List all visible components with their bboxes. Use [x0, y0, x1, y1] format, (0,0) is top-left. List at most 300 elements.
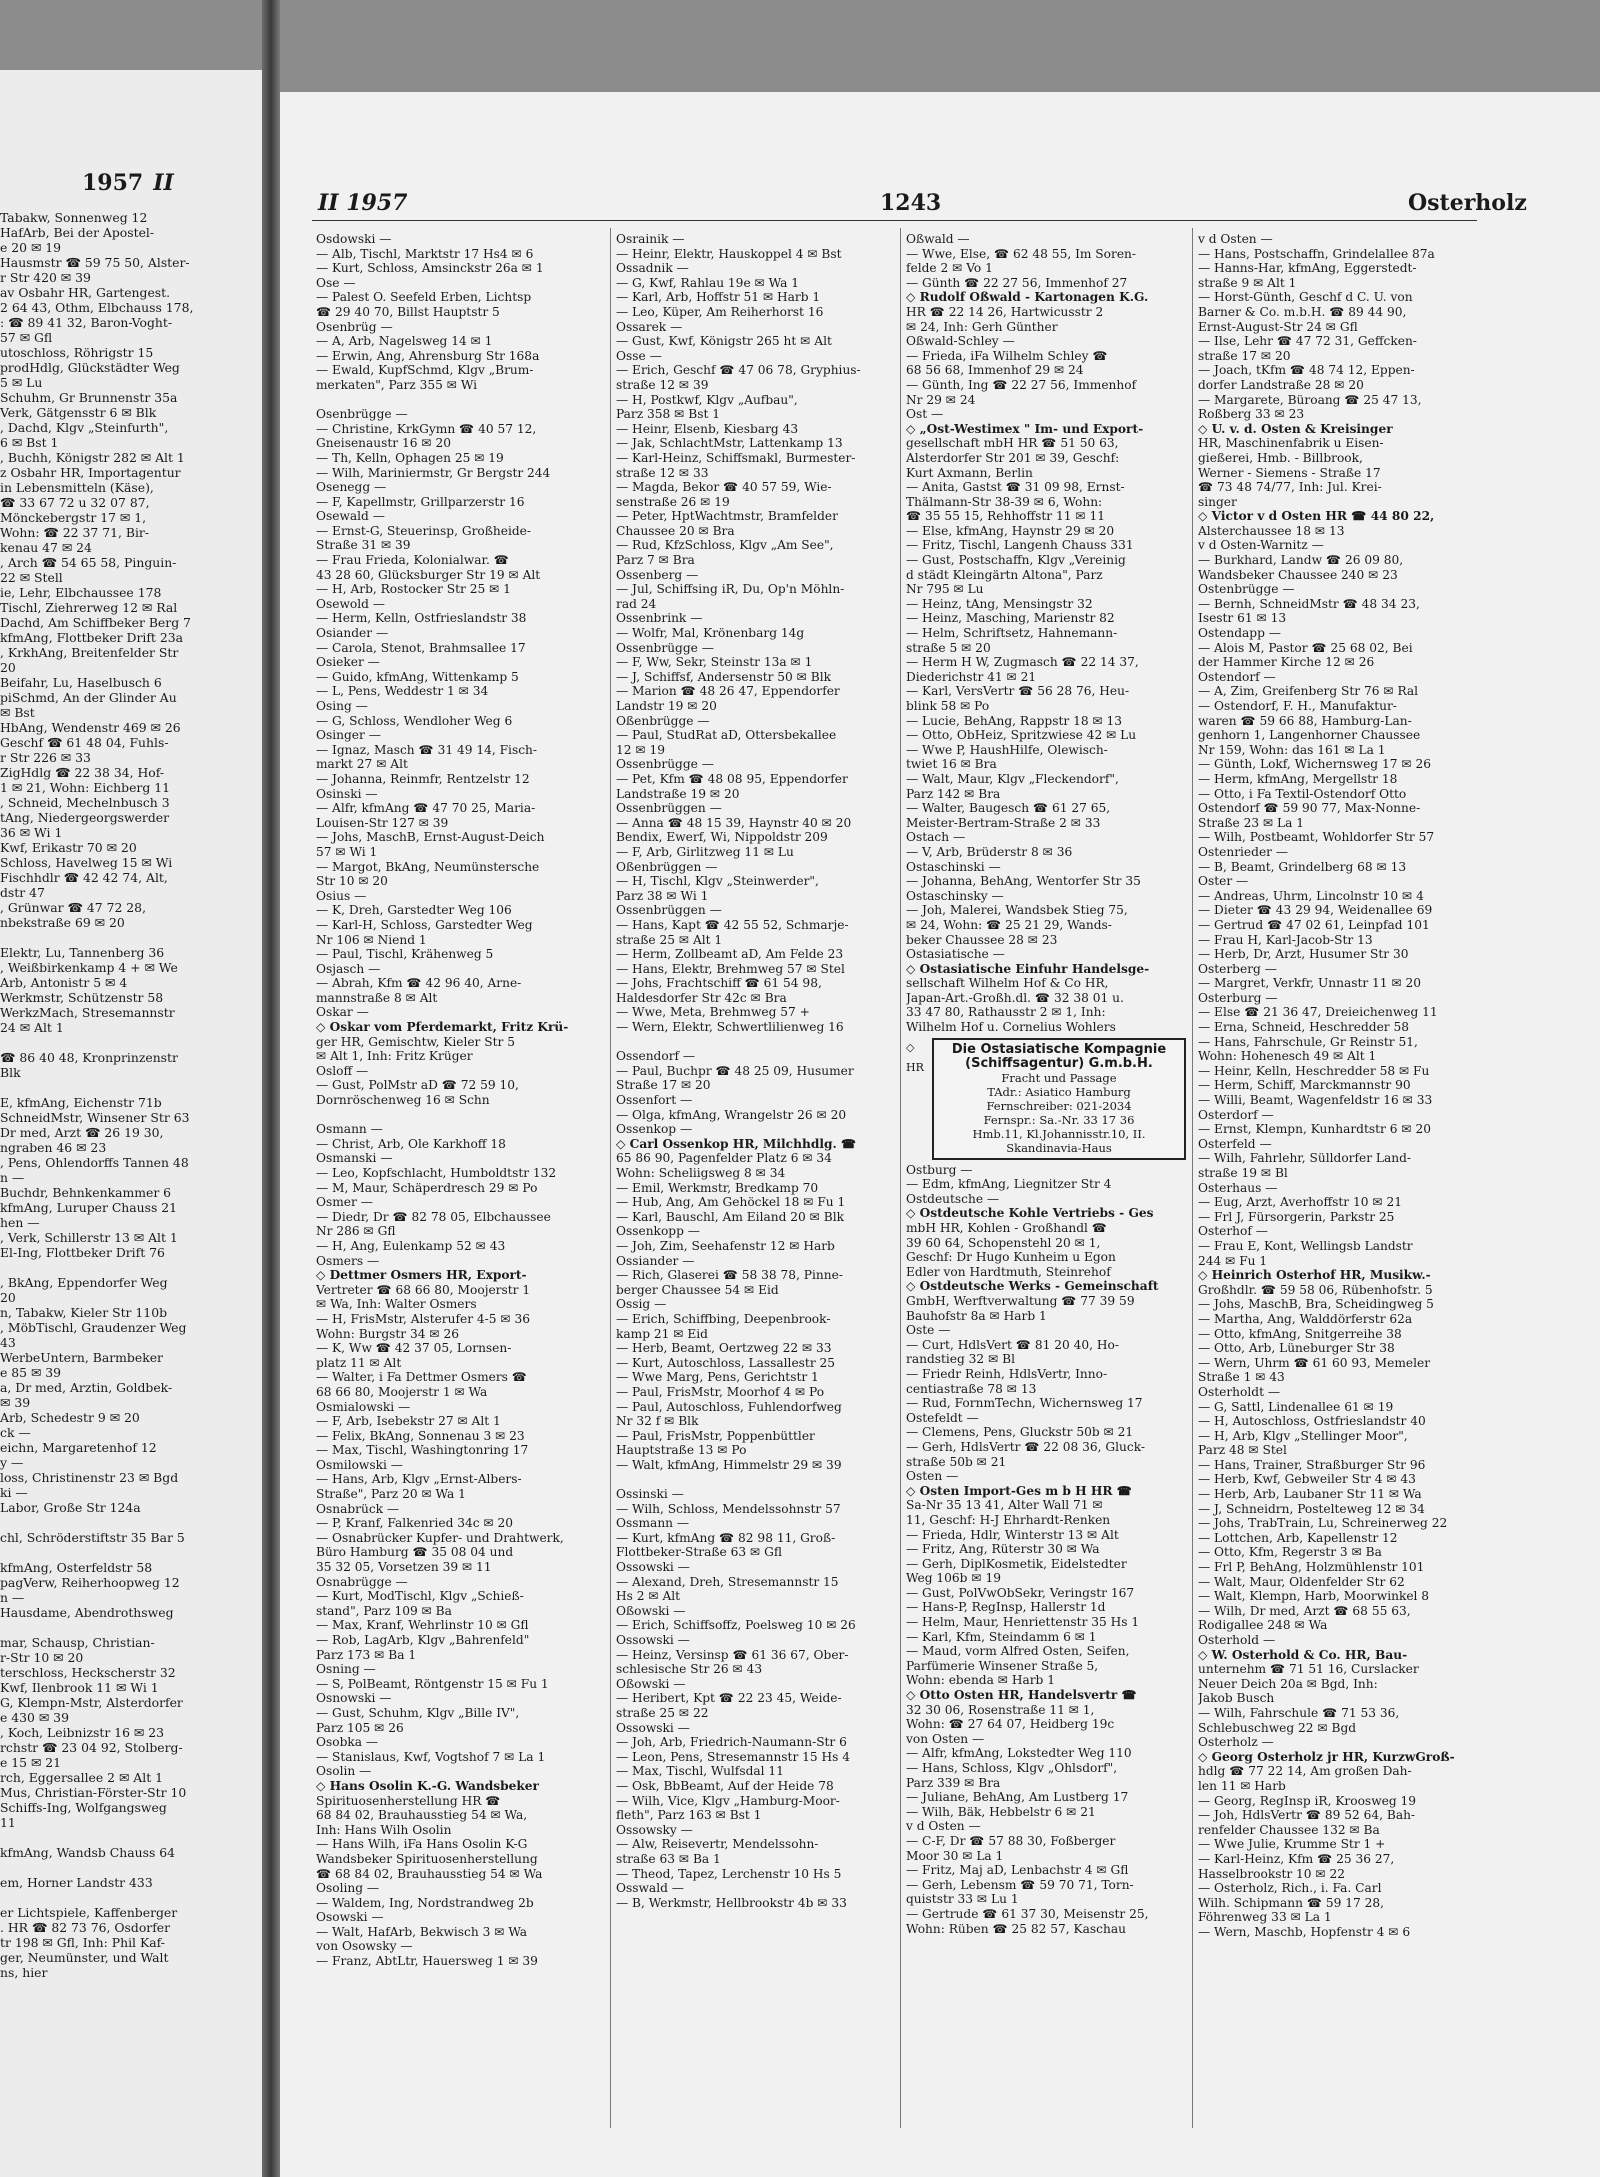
- directory-line: Wohn: ☎ 22 37 71, Bir-: [0, 525, 150, 540]
- directory-line: ✉ 24, Inh: Gerh Günther: [906, 319, 1058, 334]
- directory-line: prodHdlg, Glückstädter Weg: [0, 360, 180, 375]
- directory-line: — F, Arb, Girlitzweg 11 ✉ Lu: [616, 844, 794, 859]
- directory-line: — K, Dreh, Garstedter Weg 106: [316, 903, 512, 918]
- directory-line: 244 ✉ Fu 1: [1198, 1253, 1268, 1268]
- directory-line: a, Dr med, Arztin, Goldbek-: [0, 1380, 173, 1395]
- directory-column-3: [906, 232, 1194, 1936]
- directory-line: — Hans, Fahrschule, Gr Reinstr 51,: [1198, 1034, 1418, 1049]
- directory-line: — H, Postkwf, Klgv „Aufbau",: [616, 392, 798, 407]
- directory-line: Ostburg —: [906, 1162, 973, 1177]
- directory-line: Parz 142 ✉ Bra: [906, 786, 1001, 801]
- directory-line: HR ☎ 22 14 26, Hartwicusstr 2: [906, 304, 1104, 319]
- directory-line: — Wilh, Bäk, Hebbelstr 6 ✉ 21: [906, 1804, 1096, 1819]
- directory-line: Ostach —: [906, 830, 966, 845]
- directory-line: Föhrenweg 33 ✉ La 1: [1198, 1910, 1332, 1925]
- directory-line: Osing —: [316, 699, 368, 713]
- directory-line: — Herb, Beamt, Oertzweg 22 ✉ 33: [616, 1341, 832, 1356]
- directory-line: [0, 1035, 262, 1050]
- directory-line: Sa-Nr 35 13 41, Alter Wall 71 ✉: [906, 1498, 1103, 1513]
- directory-line: — Wilh, Fahrschule ☎ 71 53 36,: [1198, 1705, 1400, 1720]
- directory-line: d städt Kleingärtn Altona", Parz: [906, 567, 1103, 582]
- directory-line: — Herm, Kelln, Ostfrieslandstr 38: [316, 611, 527, 626]
- directory-line: Beifahr, Lu, Haselbusch 6: [0, 675, 162, 690]
- directory-line: e 15 ✉ 21: [0, 1755, 62, 1770]
- directory-line: — Paul, FrisMstr, Poppenbüttler: [616, 1428, 815, 1443]
- directory-line: 6 ✉ Bst 1: [0, 435, 59, 450]
- directory-line: — Otto, kfmAng, Snitgerreihe 38: [1198, 1326, 1402, 1341]
- directory-line: — Marion ☎ 48 26 47, Eppendorfer: [616, 684, 840, 699]
- directory-line: — Herm, Schiff, Marckmannstr 90: [1198, 1078, 1411, 1093]
- directory-line: Ossowski —: [616, 1633, 690, 1647]
- directory-line: Straße 1 ✉ 43: [1198, 1370, 1285, 1385]
- directory-line: Str 10 ✉ 20: [316, 874, 388, 889]
- directory-line: straße 63 ✉ Ba 1: [616, 1851, 721, 1866]
- directory-line: e 430 ✉ 39: [0, 1710, 69, 1725]
- directory-line: berger Chaussee 54 ✉ Eid: [616, 1282, 779, 1297]
- directory-line: — G, Kwf, Rahlau 19e ✉ Wa 1: [616, 275, 799, 290]
- directory-line: Wohn: Rüben ☎ 25 82 57, Kaschau: [906, 1921, 1126, 1936]
- directory-line: chl, Schröderstiftstr 35 Bar 5: [0, 1530, 185, 1545]
- directory-line: ◇ Otto Osten HR, Handelsvertr ☎: [906, 1688, 1137, 1703]
- directory-line: Osmann —: [316, 1122, 383, 1137]
- directory-line: WerbeUntern, Barmbeker: [0, 1350, 163, 1365]
- advert-line: Skandinavia-Haus: [1006, 1140, 1112, 1155]
- directory-line: Osterholdt —: [1198, 1384, 1281, 1399]
- directory-line: — Wwe Marg, Pens, Gerichtstr 1: [616, 1370, 819, 1385]
- directory-line: 20: [0, 660, 16, 675]
- directory-line: — Otto, i Fa Textil-Ostendorf Otto: [1198, 786, 1407, 801]
- directory-line: waren ☎ 59 66 88, Hamburg-Lan-: [1198, 713, 1412, 728]
- directory-line: — Fritz, Tischl, Langenh Chauss 331: [906, 538, 1134, 553]
- directory-line: , MöbTischl, Graudenzer Weg: [0, 1320, 187, 1335]
- directory-line: — Fritz, Ang, Rüterstr 30 ✉ Wa: [906, 1542, 1100, 1557]
- directory-line: Dornröschenweg 16 ✉ Schn: [316, 1093, 490, 1108]
- directory-line: — Georg, RegInsp iR, Kroosweg 19: [1198, 1793, 1417, 1808]
- directory-line: er Lichtspiele, Kaffenberger: [0, 1905, 178, 1920]
- directory-line: Ossenbrügge —: [616, 640, 714, 655]
- directory-line: Osterhold —: [1198, 1633, 1276, 1647]
- directory-line: [0, 1515, 262, 1530]
- directory-line: — Gust, PolVwObSekr, Veringstr 167: [906, 1585, 1135, 1600]
- directory-line: Ost —: [906, 407, 944, 422]
- directory-line: Ostendorf —: [1198, 669, 1276, 684]
- directory-line: ◇ W. Osterhold & Co. HR, Bau-: [1198, 1647, 1408, 1662]
- directory-line: dorfer Landstraße 28 ✉ 20: [1198, 377, 1364, 392]
- directory-line: — Diedr, Dr ☎ 82 78 05, Elbchaussee: [316, 1209, 551, 1224]
- directory-line: Straße 17 ✉ 20: [616, 1078, 711, 1093]
- directory-line: — Paul, Autoschloss, Fuhlendorfweg: [616, 1399, 842, 1414]
- directory-line: terschloss, Heckscherstr 32: [0, 1665, 176, 1680]
- directory-line: Osewold —: [316, 596, 385, 611]
- directory-line: — Edm, kfmAng, Liegnitzer Str 4: [906, 1177, 1112, 1192]
- directory-line: Oster —: [1198, 874, 1249, 889]
- directory-line: Schuhm, Gr Brunnenstr 35a: [0, 390, 178, 405]
- directory-line: — Karl, VersVertr ☎ 56 28 76, Heu-: [906, 684, 1130, 699]
- directory-line: 35 32 05, Vorsetzen 39 ✉ 11: [316, 1560, 492, 1575]
- directory-line: Osjasch —: [316, 961, 381, 976]
- directory-line: Hauptstraße 13 ✉ Po: [616, 1443, 747, 1458]
- directory-line: — Christ, Arb, Ole Karkhoff 18: [316, 1136, 506, 1151]
- directory-line: Blk: [0, 1065, 21, 1080]
- directory-line: ki —: [0, 1485, 28, 1500]
- directory-line: — Max, Tischl, Washingtonring 17: [316, 1443, 529, 1458]
- directory-line: ☎ 86 40 48, Kronprinzenstr: [0, 1050, 178, 1065]
- directory-line: — Otto, ObHeiz, Spritzwiese 42 ✉ Lu: [906, 728, 1137, 743]
- directory-line: Osinski —: [316, 786, 378, 801]
- directory-line: ◇ Ostasiatische Einfuhr Handelsge-: [906, 961, 1150, 976]
- directory-line: Oßwald-Schley —: [906, 334, 1015, 349]
- directory-line: — Ostendorf, F. H., Manufaktur-: [1198, 699, 1397, 713]
- directory-line: — Wilh, Fahrlehr, Sülldorfer Land-: [1198, 1151, 1412, 1166]
- directory-line: — Leon, Pens, Stresemannstr 15 Hs 4: [616, 1749, 851, 1764]
- directory-line: Ossenbrüggen —: [616, 801, 722, 816]
- directory-line: — Frau Frieda, Kolonialwar. ☎: [316, 553, 509, 568]
- directory-line: — Gust, PolMstr aD ☎ 72 59 10,: [316, 1078, 519, 1093]
- directory-line: gießerei, Hmb. - Billbrook,: [1198, 450, 1363, 465]
- directory-line: — Paul, Tischl, Krähenweg 5: [316, 947, 494, 962]
- advert-block: [906, 1035, 1194, 1163]
- directory-line: eichn, Margaretenhof 12: [0, 1440, 157, 1455]
- directory-line: Ossarek —: [616, 319, 683, 334]
- directory-line: n, Tabakw, Kieler Str 110b: [0, 1305, 168, 1320]
- directory-line: kenau 47 ✉ 24: [0, 540, 92, 555]
- directory-line: — Pet, Kfm ☎ 48 08 95, Eppendorfer: [616, 771, 848, 786]
- directory-line: — K, Ww ☎ 42 37 05, Lornsen-: [316, 1341, 512, 1356]
- directory-line: von Osowsky —: [316, 1939, 413, 1954]
- directory-line: Werner - Siemens - Straße 17: [1198, 465, 1381, 480]
- directory-line: Osewald —: [316, 509, 385, 524]
- directory-line: Ostaschinski —: [906, 859, 1001, 874]
- directory-line: — H, Arb, Klgv „Stellinger Moor",: [1198, 1428, 1408, 1443]
- directory-line: , Koch, Leibnizstr 16 ✉ 23: [0, 1725, 164, 1740]
- directory-line: — Horst-Günth, Geschf d C. U. von: [1198, 290, 1413, 305]
- directory-line: Ossenfort —: [616, 1093, 693, 1108]
- directory-line: — Otto, Arb, Lüneburger Str 38: [1198, 1341, 1395, 1356]
- directory-line: ☎ 68 84 02, Brauhausstieg 54 ✉ Wa: [316, 1866, 543, 1881]
- directory-line: — Hans-P, RegInsp, Hallerstr 1d: [906, 1600, 1106, 1615]
- directory-line: — Christine, KrkGymn ☎ 40 57 12,: [316, 421, 537, 436]
- directory-line: — Ilse, Lehr ☎ 47 72 31, Geffcken-: [1198, 334, 1417, 349]
- header-keyword: Osterholz: [1408, 190, 1527, 216]
- directory-line: — Alw, Reisevertr, Mendelssohn-: [616, 1837, 819, 1852]
- directory-line: — Wwe Julie, Krumme Str 1 +: [1198, 1837, 1386, 1852]
- directory-line: Parz 48 ✉ Stel: [1198, 1443, 1287, 1458]
- directory-line: Arb, Antonistr 5 ✉ 4: [0, 975, 128, 990]
- directory-line: — S, PolBeamt, Röntgenstr 15 ✉ Fu 1: [316, 1676, 549, 1691]
- left-page: [0, 70, 262, 2177]
- directory-line: — Fritz, Maj aD, Lenbachstr 4 ✉ Gfl: [906, 1863, 1129, 1878]
- directory-line: — Alexand, Dreh, Stresemannstr 15: [616, 1574, 839, 1589]
- directory-line: — G, Sattl, Lindenallee 61 ✉ 19: [1198, 1399, 1394, 1414]
- directory-line: Ossig —: [616, 1297, 667, 1312]
- directory-line: — Gust, Kwf, Königstr 265 ht ✉ Alt: [616, 334, 832, 349]
- directory-line: — Günth, Ing ☎ 22 27 56, Immenhof: [906, 377, 1137, 392]
- directory-line: — Max, Kranf, Wehrlinstr 10 ✉ Gfl: [316, 1618, 529, 1633]
- directory-line: Meister-Bertram-Straße 2 ✉ 33: [906, 815, 1101, 830]
- directory-line: unternehm ☎ 71 51 16, Curslacker: [1198, 1662, 1419, 1677]
- directory-line: — H, Arb, Rostocker Str 25 ✉ 1: [316, 582, 511, 597]
- directory-line: Oßowski —: [616, 1603, 686, 1618]
- directory-line: — Jul, Schiffsing iR, Du, Op'n Möhln-: [616, 582, 845, 597]
- directory-line: Ernst-August-Str 24 ✉ Gfl: [1198, 319, 1358, 334]
- directory-line: — Stanislaus, Kwf, Vogtshof 7 ✉ La 1: [316, 1749, 546, 1764]
- directory-line: — Wwe, Meta, Brehmweg 57 +: [616, 1005, 810, 1020]
- directory-line: — Hans, Trainer, Straßburger Str 96: [1198, 1457, 1426, 1472]
- directory-line: — Olga, kfmAng, Wrangelstr 26 ✉ 20: [616, 1107, 847, 1122]
- directory-line: [0, 930, 262, 945]
- directory-line: rchstr ☎ 23 04 92, Stolberg-: [0, 1740, 183, 1755]
- directory-line: — Johs, TrabTrain, Lu, Schreinerweg 22: [1198, 1516, 1448, 1531]
- directory-line: ✉ 24, Wohn: ☎ 25 21 29, Wands-: [906, 917, 1112, 932]
- directory-line: ◇ Osten Import-Ges m b H HR ☎: [906, 1483, 1132, 1498]
- directory-line: — Gust, Postschaffn, Klgv „Vereinig: [906, 553, 1126, 568]
- directory-line: — Heinr, Kelln, Heschredder 58 ✉ Fu: [1198, 1063, 1430, 1078]
- directory-line: Wohn: Burgstr 34 ✉ 26: [316, 1326, 459, 1341]
- directory-line: — Herm, Zollbeamt aD, Am Felde 23: [616, 947, 844, 962]
- directory-line: stand", Parz 109 ✉ Ba: [316, 1603, 452, 1618]
- directory-line: Hs 2 ✉ Alt: [616, 1589, 681, 1604]
- directory-line: Osterfeld —: [1198, 1136, 1272, 1151]
- directory-line: loss, Christinenstr 23 ✉ Bgd: [0, 1470, 179, 1485]
- directory-line: — Joh, HdlsVertr ☎ 89 52 64, Bah-: [1198, 1808, 1416, 1823]
- directory-line: — Gertrud ☎ 47 02 61, Leinpfad 101: [1198, 917, 1430, 932]
- directory-line: — Paul, Buchpr ☎ 48 25 09, Husumer: [616, 1063, 854, 1078]
- directory-line: — Burkhard, Landw ☎ 26 09 80,: [1198, 553, 1404, 568]
- directory-line: Dachd, Am Schiffbeker Berg 7: [0, 615, 191, 630]
- directory-line: [616, 1035, 904, 1050]
- directory-line: Osowski —: [316, 1910, 384, 1925]
- right-page: [280, 92, 1600, 2177]
- directory-line: Flottbeker-Straße 63 ✉ Gfl: [616, 1545, 782, 1560]
- directory-line: Kurt Axmann, Berlin: [906, 465, 1033, 480]
- directory-line: [0, 1080, 262, 1095]
- directory-line: Ossenberg —: [616, 567, 699, 582]
- directory-line: Oßowski —: [616, 1676, 686, 1691]
- directory-line: — Kurt, Schloss, Amsinckstr 26a ✉ 1: [316, 261, 544, 276]
- directory-line: — Curt, HdlsVert ☎ 81 20 40, Ho-: [906, 1337, 1119, 1352]
- directory-line: Parz 7 ✉ Bra: [616, 553, 695, 568]
- directory-line: Tischl, Ziehrerweg 12 ✉ Ral: [0, 600, 178, 615]
- directory-line: Ossinski —: [616, 1487, 684, 1502]
- directory-line: — B, Werkmstr, Hellbrookstr 4b ✉ 33: [616, 1895, 847, 1910]
- directory-line: — Gerh, DiplKosmetik, Eidelstedter: [906, 1556, 1127, 1571]
- directory-line: — Guido, kfmAng, Wittenkamp 5: [316, 669, 519, 684]
- directory-line: — Johanna, Reinmfr, Rentzelstr 12: [316, 771, 530, 786]
- directory-line: — Walt, Maur, Klgv „Fleckendorf",: [906, 771, 1119, 786]
- directory-line: Osoling —: [316, 1881, 380, 1896]
- directory-line: [0, 1860, 262, 1875]
- directory-line: Hausmstr ☎ 59 75 50, Alster-: [0, 255, 190, 270]
- directory-line: 43 28 60, Glücksburger Str 19 ✉ Alt: [316, 567, 541, 582]
- directory-line: Ostefeldt —: [906, 1410, 979, 1425]
- directory-line: — Ernst-G, Steuerinsp, Großheide-: [316, 523, 531, 538]
- directory-line: Parz 173 ✉ Ba 1: [316, 1647, 417, 1662]
- directory-line: 20: [0, 1290, 16, 1305]
- directory-line: — Martha, Ang, Walddörferstr 62a: [1198, 1311, 1413, 1326]
- directory-line: — Hans, Kapt ☎ 42 55 52, Schmarje-: [616, 917, 849, 932]
- directory-line: — Wern, Maschb, Hopfenstr 4 ✉ 6: [1198, 1924, 1411, 1939]
- directory-line: sellschaft Wilhelm Hof & Co HR,: [906, 976, 1109, 991]
- directory-line: — Waldem, Ing, Nordstrandweg 2b: [316, 1895, 534, 1910]
- directory-line: — Bernh, SchneidMstr ☎ 48 34 23,: [1198, 596, 1420, 611]
- directory-line: Schlebuschweg 22 ✉ Bgd: [1198, 1720, 1357, 1735]
- directory-line: — Walt, kfmAng, Himmelstr 29 ✉ 39: [616, 1457, 842, 1472]
- directory-line: 32 30 06, Rosenstraße 11 ✉ 1,: [906, 1702, 1095, 1717]
- directory-line: ◇ Carl Ossenkop HR, Milchhdlg. ☎: [616, 1136, 857, 1151]
- directory-line: Japan-Art.-Großh.dl. ☎ 32 38 01 u.: [906, 990, 1124, 1005]
- directory-line: Barner & Co. m.b.H. ☎ 89 44 90,: [1198, 304, 1407, 319]
- directory-line: — Emil, Werkmstr, Bredkamp 70: [616, 1180, 819, 1195]
- directory-line: — Rud, FornmTechn, Wichernsweg 17: [906, 1396, 1143, 1411]
- directory-line: kfmAng, Osterfeldstr 58: [0, 1560, 153, 1575]
- directory-line: — Paul, StudRat aD, Ottersbekallee: [616, 728, 837, 743]
- directory-line: Arb, Schedestr 9 ✉ 20: [0, 1410, 140, 1425]
- directory-line: Schiffs-Ing, Wolfgangsweg: [0, 1800, 167, 1815]
- directory-line: Nr 795 ✉ Lu: [906, 582, 984, 597]
- directory-line: Wohn: ☎ 27 64 07, Heidberg 19c: [906, 1717, 1115, 1732]
- directory-line: kfmAng, Flottbeker Drift 23a: [0, 630, 184, 645]
- directory-line: randstieg 32 ✉ Bl: [906, 1352, 1016, 1367]
- directory-line: Osswald —: [616, 1881, 684, 1896]
- directory-line: Straße 23 ✉ La 1: [1198, 815, 1305, 830]
- directory-line: Louisen-Str 127 ✉ 39: [316, 815, 449, 830]
- directory-line: Osterhaus —: [1198, 1180, 1278, 1195]
- directory-line: y —: [0, 1455, 24, 1470]
- directory-line: Ostasiatische —: [906, 947, 1005, 962]
- directory-line: n —: [0, 1590, 25, 1605]
- directory-line: — Joh, Arb, Friedrich-Naumann-Str 6: [616, 1735, 847, 1750]
- directory-line: — F, Arb, Isebekstr 27 ✉ Alt 1: [316, 1414, 501, 1429]
- directory-line: Osse —: [616, 348, 662, 363]
- directory-line: — Johs, MaschB, Ernst-August-Deich: [316, 830, 545, 845]
- directory-line: [0, 1890, 262, 1905]
- directory-line: Gneisenaustr 16 ✉ 20: [316, 436, 451, 451]
- directory-line: — Rob, LagArb, Klgv „Bahrenfeld": [316, 1633, 530, 1647]
- directory-line: WerkzMach, Stresemannstr: [0, 1005, 175, 1020]
- directory-line: Osmialowski —: [316, 1399, 411, 1414]
- directory-line: — Frl J, Fürsorgerin, Parkstr 25: [1198, 1209, 1395, 1224]
- directory-line: Isestr 61 ✉ 13: [1198, 611, 1287, 626]
- directory-line: Osterberg —: [1198, 961, 1277, 976]
- directory-line: ◇ Dettmer Osmers HR, Export-: [316, 1268, 527, 1283]
- directory-line: Osterdorf —: [1198, 1107, 1274, 1122]
- directory-line: merkaten", Parz 355 ✉ Wi: [316, 377, 478, 392]
- directory-line: Ossowski —: [616, 1560, 690, 1575]
- directory-line: Ostenrieder —: [1198, 844, 1289, 859]
- directory-line: — Leo, Kopfschlacht, Humboldtstr 132: [316, 1166, 557, 1180]
- directory-line: — Friedr Reinh, HdlsVertr, Inno-: [906, 1366, 1108, 1381]
- directory-line: Osnowski —: [316, 1691, 392, 1706]
- directory-line: kfmAng, Luruper Chauss 21: [0, 1200, 178, 1215]
- directory-line: Edler von Hardtmuth, Steinrehof: [906, 1264, 1111, 1279]
- directory-line: Geschf ☎ 61 48 04, Fuhls-: [0, 735, 169, 750]
- directory-line: — Ewald, KupfSchmd, Klgv „Brum-: [316, 363, 534, 378]
- advert-hr-label: HR: [906, 1060, 924, 1074]
- directory-line: Diederichstr 41 ✉ 21: [906, 669, 1037, 684]
- directory-line: Osenbrüg —: [316, 319, 393, 334]
- directory-line: centiastraße 78 ✉ 13: [906, 1381, 1037, 1396]
- directory-line: straße 9 ✉ Alt 1: [1198, 275, 1297, 290]
- directory-line: — M, Maur, Schäperdresch 29 ✉ Po: [316, 1180, 538, 1195]
- directory-line: [0, 1830, 262, 1845]
- directory-line: — Hans, Schloss, Klgv „Ohlsdorf",: [906, 1761, 1118, 1775]
- directory-line: twiet 16 ✉ Bra: [906, 757, 997, 772]
- directory-line: renfelder Chaussee 132 ✉ Ba: [1198, 1822, 1380, 1837]
- directory-line: — C-F, Dr ☎ 57 88 30, Foßberger: [906, 1833, 1116, 1848]
- directory-line: , Grünwar ☎ 47 72 28,: [0, 900, 147, 915]
- directory-line: Osieker —: [316, 655, 380, 670]
- directory-line: — Erich, Schiffbing, Deepenbrook-: [616, 1311, 831, 1326]
- directory-line: — Anna ☎ 48 15 39, Haynstr 40 ✉ 20: [616, 815, 852, 830]
- directory-line: hdlg ☎ 77 22 14, Am großen Dah-: [1198, 1764, 1412, 1779]
- header-rule: [312, 220, 1477, 221]
- directory-line: hen —: [0, 1215, 40, 1230]
- directory-line: 39 60 64, Schopenstehl 20 ✉ 1,: [906, 1235, 1101, 1250]
- directory-line: Verk, Gätgensstr 6 ✉ Blk: [0, 405, 157, 420]
- directory-line: Wohn: Hohenesch 49 ✉ Alt 1: [1198, 1049, 1377, 1064]
- directory-line: HafArb, Bei der Apostel-: [0, 225, 155, 240]
- directory-line: HR, Maschinenfabrik u Eisen-: [1198, 436, 1384, 451]
- directory-line: Ossenbrink —: [616, 611, 703, 626]
- directory-line: — Heinr, Elsenb, Kiesbarg 43: [616, 421, 799, 436]
- directory-line: Landstr 19 ✉ 20: [616, 699, 717, 713]
- directory-line: — Heinr, Elektr, Hauskoppel 4 ✉ Bst: [616, 246, 842, 261]
- directory-line: e 20 ✉ 19: [0, 240, 62, 255]
- directory-line: El-Ing, Flottbeker Drift 76: [0, 1245, 165, 1260]
- directory-line: — Erwin, Ang, Ahrensburg Str 168a: [316, 348, 540, 363]
- directory-line: — Gerh, HdlsVertr ☎ 22 08 36, Gluck-: [906, 1439, 1146, 1454]
- directory-line: ns, hier: [0, 1965, 48, 1980]
- directory-line: 68 84 02, Brauhausstieg 54 ✉ Wa,: [316, 1808, 528, 1823]
- directory-line: — Margret, Verkfr, Unnastr 11 ✉ 20: [1198, 976, 1422, 991]
- directory-line: Parfümerie Winsener Straße 5,: [906, 1658, 1099, 1673]
- directory-line: G, Klempn-Mstr, Alsterdorfer: [0, 1695, 183, 1710]
- directory-line: — Jak, SchlachtMstr, Lattenkamp 13: [616, 436, 843, 451]
- directory-line: GmbH, Werftverwaltung ☎ 77 39 59: [906, 1294, 1135, 1308]
- directory-line: — Wilh, Dr med, Arzt ☎ 68 55 63,: [1198, 1603, 1411, 1618]
- directory-line: Osten —: [906, 1469, 959, 1484]
- directory-line: Ossowski —: [616, 1720, 690, 1735]
- directory-line: r-Str 10 ✉ 20: [0, 1650, 84, 1665]
- directory-line: — Heinz, tAng, Mensingstr 32: [906, 596, 1093, 611]
- left-page-column: [0, 210, 262, 1980]
- directory-line: straße 25 ✉ Alt 1: [616, 932, 723, 947]
- left-page-marker: II: [153, 170, 174, 196]
- directory-line: — H, Autoschloss, Ostfrieslandstr 40: [1198, 1414, 1426, 1429]
- advert-line: Fernspr.: Sa.-Nr. 33 17 36: [983, 1112, 1135, 1127]
- directory-line: — Johs, MaschB, Bra, Scheidingweg 5: [1198, 1297, 1434, 1312]
- directory-line: kfmAng, Wandsb Chauss 64: [0, 1845, 176, 1860]
- directory-line: — Juliane, BehAng, Am Lustberg 17: [906, 1790, 1129, 1805]
- directory-line: — Otto, Kfm, Regerstr 3 ✉ Ba: [1198, 1545, 1382, 1560]
- directory-line: Vertreter ☎ 68 66 80, Moojerstr 1: [316, 1282, 531, 1297]
- directory-line: — Osnabrücker Kupfer- und Drahtwerk,: [316, 1530, 564, 1545]
- directory-line: 2 64 43, Othm, Elbchauss 178,: [0, 300, 194, 315]
- directory-line: HbAng, Wendenstr 469 ✉ 26: [0, 720, 181, 735]
- directory-line: [0, 1260, 262, 1275]
- directory-line: — Frieda, iFa Wilhelm Schley ☎: [906, 348, 1108, 363]
- directory-line: Osnabrügge —: [316, 1574, 408, 1589]
- directory-line: — Peter, HptWachtmstr, Bramfelder: [616, 509, 838, 524]
- directory-line: — Hans Wilh, iFa Hans Osolin K-G: [316, 1837, 528, 1852]
- directory-line: — Herb, Kwf, Gebweiler Str 4 ✉ 43: [1198, 1472, 1416, 1487]
- directory-line: — Heinz, Versinsp ☎ 61 36 67, Ober-: [616, 1647, 849, 1662]
- directory-line: Ostdeutsche —: [906, 1191, 1000, 1206]
- directory-line: Ostendorf ☎ 59 90 77, Max-Nonne-: [1198, 801, 1421, 816]
- directory-line: — Kurt, kfmAng ☎ 82 98 11, Groß-: [616, 1530, 836, 1545]
- header-year: II 1957: [318, 190, 408, 216]
- directory-line: ☎ 29 40 70, Billst Hauptstr 5: [316, 304, 500, 319]
